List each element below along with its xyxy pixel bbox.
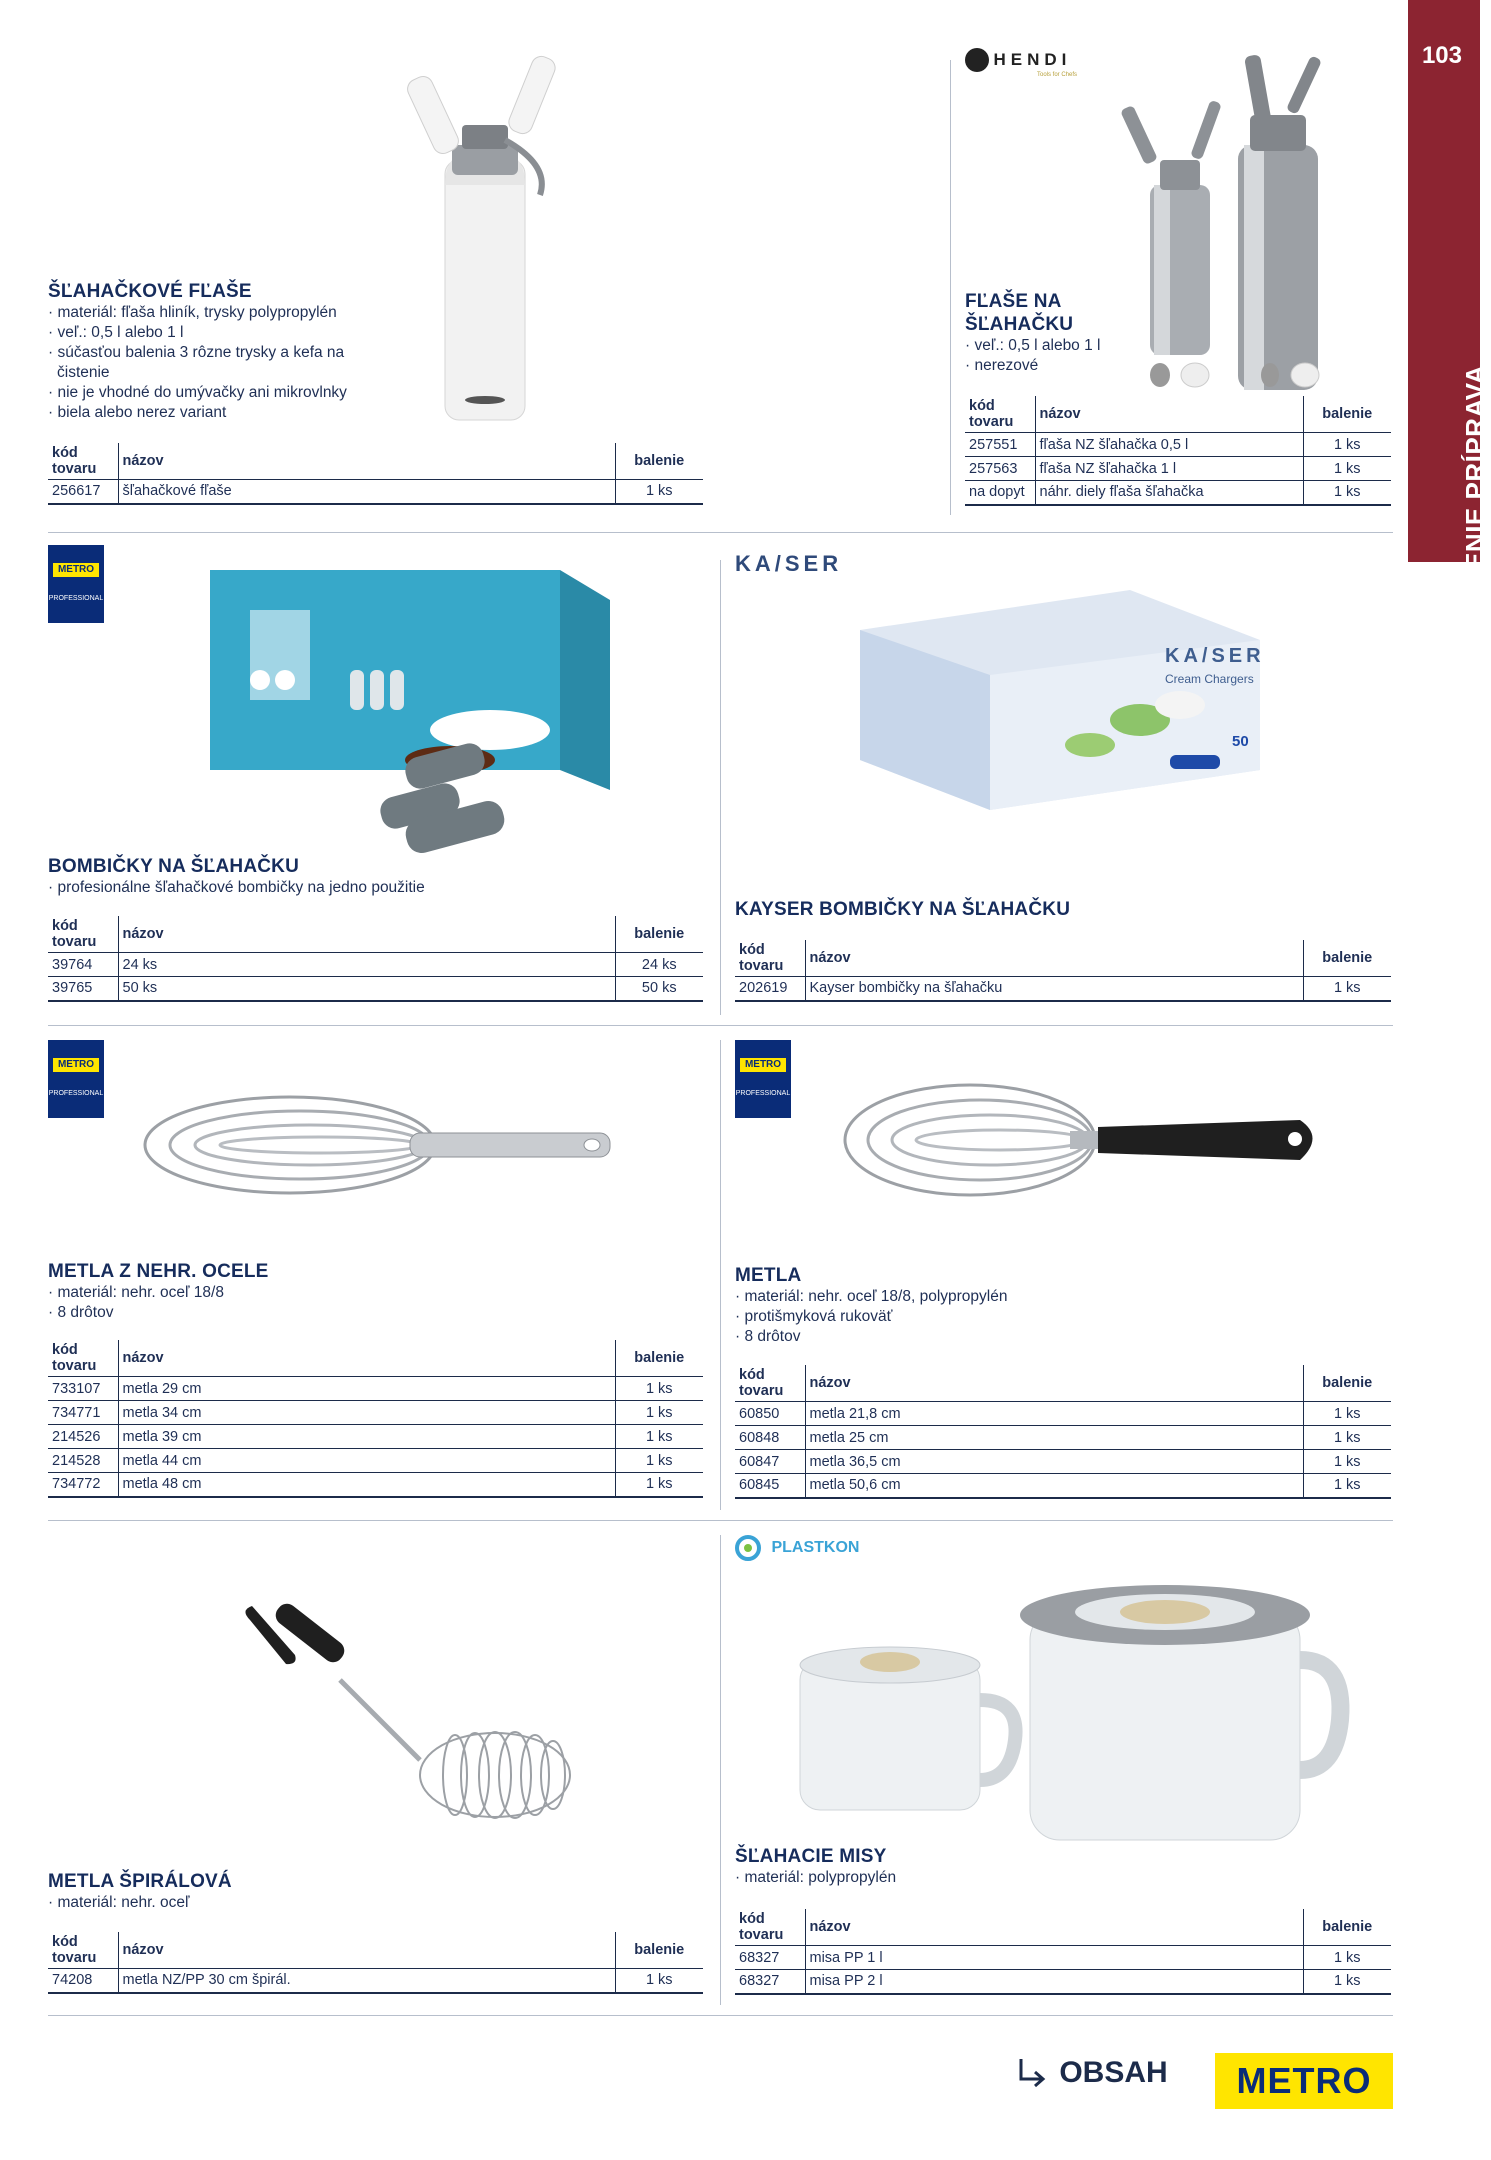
table-of-contents-link[interactable]: [1015, 2055, 1168, 2091]
pack-cell: 1 ks: [615, 1449, 703, 1473]
name-cell: metla 44 cm: [118, 1449, 615, 1473]
plastkon-logo-text: PLASTKON: [771, 1539, 860, 1556]
metro-badge-text: METRO: [53, 1058, 99, 1072]
product-kayser-chargers: [735, 898, 1395, 921]
header-name: názov: [118, 916, 615, 953]
product-title: METLA: [735, 1265, 802, 1286]
pack-cell: 1 ks: [1303, 1474, 1391, 1498]
product-features: [735, 1287, 1395, 1347]
product-title: KAYSER BOMBIČKY NA ŠĽAHAČKU: [735, 899, 1071, 920]
obsah-label: OBSAH: [1059, 2056, 1168, 2090]
header-code: kód: [739, 1367, 765, 1383]
hendi-logo: [965, 48, 1077, 78]
header-pack: balenie: [615, 1932, 703, 1969]
name-cell: metla NZ/PP 30 cm špirál.: [118, 1969, 615, 1993]
product-features: [48, 1893, 708, 1913]
divider: [48, 1520, 1393, 1521]
code-cell: na dopyt: [965, 481, 1035, 505]
metro-professional-badge: [735, 1040, 791, 1118]
pack-cell: 1 ks: [1303, 1970, 1391, 1994]
code-cell: 734772: [48, 1473, 118, 1497]
steel-whisk-image: [140, 1085, 620, 1205]
feature: · nerezové: [965, 356, 1165, 376]
code-cell: 733107: [48, 1377, 118, 1401]
product-whipping-bottles: [48, 280, 708, 423]
feature: · materiál: nehr. oceľ 18/8: [48, 1283, 708, 1303]
table-row: [735, 1474, 1391, 1498]
header-pack: balenie: [1303, 940, 1391, 977]
product-table: [48, 1340, 703, 1498]
feature: · materiál: polypropylén: [735, 1868, 1395, 1888]
metro-logo: [1215, 2053, 1393, 2109]
name-cell: Kayser bombičky na šľahačku: [805, 977, 1303, 1001]
product-whisk: [735, 1264, 1395, 1347]
feature: · materiál: nehr. oceľ: [48, 1893, 708, 1913]
code-cell: 74208: [48, 1969, 118, 1993]
product-table: [735, 940, 1391, 1002]
pack-cell: 1 ks: [1303, 433, 1391, 457]
table-row: [965, 457, 1391, 481]
header-name: názov: [118, 443, 615, 480]
pack-cell: 1 ks: [615, 1473, 703, 1497]
product-steel-whisk: [48, 1260, 708, 1323]
product-features: [48, 878, 708, 898]
metro-badge-text: METRO: [740, 1058, 786, 1072]
product-features: [48, 303, 708, 423]
section-label: PEČENIE PRÍPRAVA: [1460, 365, 1490, 625]
header-name: názov: [118, 1932, 615, 1969]
metro-professional-badge: [48, 1040, 104, 1118]
feature: · materiál: fľaša hliník, trysky polypropylén: [48, 303, 708, 323]
pack-cell: 1 ks: [1303, 481, 1391, 505]
product-features: [48, 1283, 708, 1323]
header-code: kód: [52, 918, 78, 934]
pack-cell: 1 ks: [1303, 1450, 1391, 1474]
kayser-box-brand: [1165, 645, 1265, 668]
name-cell: 24 ks: [118, 953, 615, 977]
product-table: [735, 1365, 1391, 1499]
name-cell: misa PP 2 l: [805, 1970, 1303, 1994]
feature: · súčasťou balenia 3 rôzne trysky a kefa na: [48, 343, 708, 363]
product-table: [965, 396, 1391, 506]
product-table: [48, 443, 703, 505]
name-cell: misa PP 1 l: [805, 1946, 1303, 1970]
hendi-logo-text: HENDI: [993, 50, 1072, 69]
spiral-whisk-image: [240, 1600, 600, 1840]
header-code: kód: [52, 1934, 78, 1950]
table-row: [48, 480, 703, 504]
header-name: názov: [805, 1365, 1303, 1402]
header-name: názov: [1035, 396, 1303, 433]
table-row: [735, 1450, 1391, 1474]
header-code: kód: [739, 942, 765, 958]
code-cell: 39764: [48, 953, 118, 977]
name-cell: metla 34 cm: [118, 1401, 615, 1425]
code-cell: 68327: [735, 1946, 805, 1970]
whisk-black-handle-image: [840, 1075, 1330, 1205]
table-row: [48, 1401, 703, 1425]
header-name: názov: [805, 940, 1303, 977]
name-cell: metla 36,5 cm: [805, 1450, 1303, 1474]
pack-cell: 1 ks: [1303, 1946, 1391, 1970]
header-pack: balenie: [615, 916, 703, 953]
table-row: [48, 977, 703, 1001]
header-code: kód: [969, 398, 995, 414]
header-code-2: tovaru: [739, 958, 784, 974]
name-cell: fľaša NZ šľahačka 1 l: [1035, 457, 1303, 481]
header-code: kód: [52, 445, 78, 461]
header-pack: balenie: [615, 1340, 703, 1377]
code-cell: 60847: [735, 1450, 805, 1474]
metro-chargers-box-image: [200, 560, 670, 860]
pack-cell: 1 ks: [615, 480, 703, 504]
header-code: kód: [739, 1911, 765, 1927]
product-mixing-bowls: [735, 1845, 1395, 1888]
name-cell: 50 ks: [118, 977, 615, 1001]
product-chargers: [48, 855, 708, 898]
header-name: názov: [805, 1909, 1303, 1946]
code-cell: 202619: [735, 977, 805, 1001]
product-table: [48, 1932, 703, 1994]
name-cell: fľaša NZ šľahačka 0,5 l: [1035, 433, 1303, 457]
name-cell: metla 21,8 cm: [805, 1402, 1303, 1426]
code-cell: 60848: [735, 1426, 805, 1450]
feature: · protišmyková rukoväť: [735, 1307, 1395, 1327]
metro-logo-text: METRO: [1236, 2060, 1372, 2101]
kayser-box-subtitle: Cream Chargers: [1165, 672, 1254, 686]
plastkon-logo: [735, 1535, 859, 1561]
header-pack: balenie: [1303, 1909, 1391, 1946]
pack-cell: 1 ks: [1303, 457, 1391, 481]
hendi-tagline: Tools for Chefs: [1037, 72, 1078, 78]
pack-cell: 1 ks: [615, 1425, 703, 1449]
header-code-2: tovaru: [969, 414, 1014, 430]
code-cell: 39765: [48, 977, 118, 1001]
header-name: názov: [118, 1340, 615, 1377]
code-cell: 60845: [735, 1474, 805, 1498]
table-row: [48, 1425, 703, 1449]
feature: · 8 drôtov: [48, 1303, 708, 1323]
divider: [720, 1535, 721, 2005]
divider: [48, 2015, 1393, 2016]
divider: [720, 1040, 721, 1510]
feature: · biela alebo nerez variant: [48, 403, 708, 423]
table-row: [965, 433, 1391, 457]
metro-professional-badge: [48, 545, 104, 623]
page-number: 103: [1421, 42, 1462, 69]
pack-cell: 1 ks: [1303, 1402, 1391, 1426]
table-row: [48, 1377, 703, 1401]
name-cell: šľahačkové fľaše: [118, 480, 615, 504]
mixing-bowls-image: [790, 1580, 1350, 1850]
header-code-2: tovaru: [52, 1950, 97, 1966]
feature: čistenie: [57, 364, 110, 381]
kayser-chargers-box-image: [850, 580, 1270, 810]
header-code-2: tovaru: [739, 1927, 784, 1943]
product-spiral-whisk: [48, 1870, 708, 1913]
metro-badge-subtext: PROFESSIONAL: [48, 595, 104, 602]
product-title-line2: ŠĽAHAČKU: [965, 314, 1074, 335]
metro-badge-subtext: PROFESSIONAL: [735, 1090, 791, 1097]
code-cell: 257563: [965, 457, 1035, 481]
divider: [720, 560, 721, 1015]
header-code: kód: [52, 1342, 78, 1358]
divider: [48, 532, 1393, 533]
plastkon-logo-icon: [735, 1535, 761, 1561]
product-features: [735, 1868, 1395, 1888]
product-title: BOMBIČKY NA ŠĽAHAČKU: [48, 856, 299, 877]
pack-cell: 1 ks: [1303, 977, 1391, 1001]
header-pack: balenie: [1303, 1365, 1391, 1402]
return-arrow-icon: [1015, 2055, 1051, 2091]
product-table: [735, 1909, 1391, 1995]
divider: [950, 60, 951, 515]
feature: · nie je vhodné do umývačky ani mikrovlnky: [48, 383, 708, 403]
header-pack: balenie: [615, 443, 703, 480]
table-row: [48, 1449, 703, 1473]
table-row: [735, 1970, 1391, 1994]
header-code-2: tovaru: [739, 1383, 784, 1399]
table-row: [735, 1402, 1391, 1426]
code-cell: 256617: [48, 480, 118, 504]
product-title-line1: FĽAŠE NA: [965, 291, 1062, 312]
pack-cell: 1 ks: [615, 1401, 703, 1425]
code-cell: 68327: [735, 1970, 805, 1994]
name-cell: metla 50,6 cm: [805, 1474, 1303, 1498]
pack-cell: 1 ks: [615, 1377, 703, 1401]
name-cell: metla 48 cm: [118, 1473, 615, 1497]
feature: · veľ.: 0,5 l alebo 1 l: [48, 323, 708, 343]
name-cell: metla 39 cm: [118, 1425, 615, 1449]
pack-cell: 1 ks: [1303, 1426, 1391, 1450]
name-cell: metla 29 cm: [118, 1377, 615, 1401]
header-code-2: tovaru: [52, 934, 97, 950]
table-row: [735, 1426, 1391, 1450]
header-code-2: tovaru: [52, 461, 97, 477]
code-cell: 257551: [965, 433, 1035, 457]
table-row: [48, 953, 703, 977]
code-cell: 60850: [735, 1402, 805, 1426]
feature: · 8 drôtov: [735, 1327, 1395, 1347]
product-stainless-bottles: [965, 290, 1165, 376]
table-row: [48, 1473, 703, 1497]
divider: [48, 1025, 1393, 1026]
pack-cell: 50 ks: [615, 977, 703, 1001]
metro-badge-subtext: PROFESSIONAL: [48, 1090, 104, 1097]
product-title: METLA Z NEHR. OCELE: [48, 1261, 269, 1282]
product-title: ŠĽAHAČKOVÉ FĽAŠE: [48, 281, 252, 302]
metro-badge-text: METRO: [53, 563, 99, 577]
product-table: [48, 916, 703, 1002]
product-title: ŠĽAHACIE MISY: [735, 1846, 887, 1867]
code-cell: 734771: [48, 1401, 118, 1425]
feature: · profesionálne šľahačkové bombičky na jedno použitie: [48, 878, 708, 898]
pack-cell: 1 ks: [615, 1969, 703, 1993]
code-cell: 214528: [48, 1449, 118, 1473]
feature: · materiál: nehr. oceľ 18/8, polypropylén: [735, 1287, 1395, 1307]
table-row: [48, 1969, 703, 1993]
product-features: [965, 336, 1165, 376]
code-cell: 214526: [48, 1425, 118, 1449]
header-code-2: tovaru: [52, 1358, 97, 1374]
table-row: [735, 1946, 1391, 1970]
name-cell: metla 25 cm: [805, 1426, 1303, 1450]
product-title: METLA ŠPIRÁLOVÁ: [48, 1871, 232, 1892]
header-pack: balenie: [1303, 396, 1391, 433]
table-row: [965, 481, 1391, 505]
kayser-logo: KA/SER: [735, 551, 843, 576]
feature: · veľ.: 0,5 l alebo 1 l: [965, 336, 1165, 356]
table-row: [735, 977, 1391, 1001]
pack-cell: 24 ks: [615, 953, 703, 977]
kayser-box-brand-text: KA/SER: [1165, 645, 1265, 667]
name-cell: náhr. diely fľaša šľahačka: [1035, 481, 1303, 505]
kayser-box-count: 50: [1232, 733, 1249, 750]
section-tab: [1408, 0, 1490, 625]
